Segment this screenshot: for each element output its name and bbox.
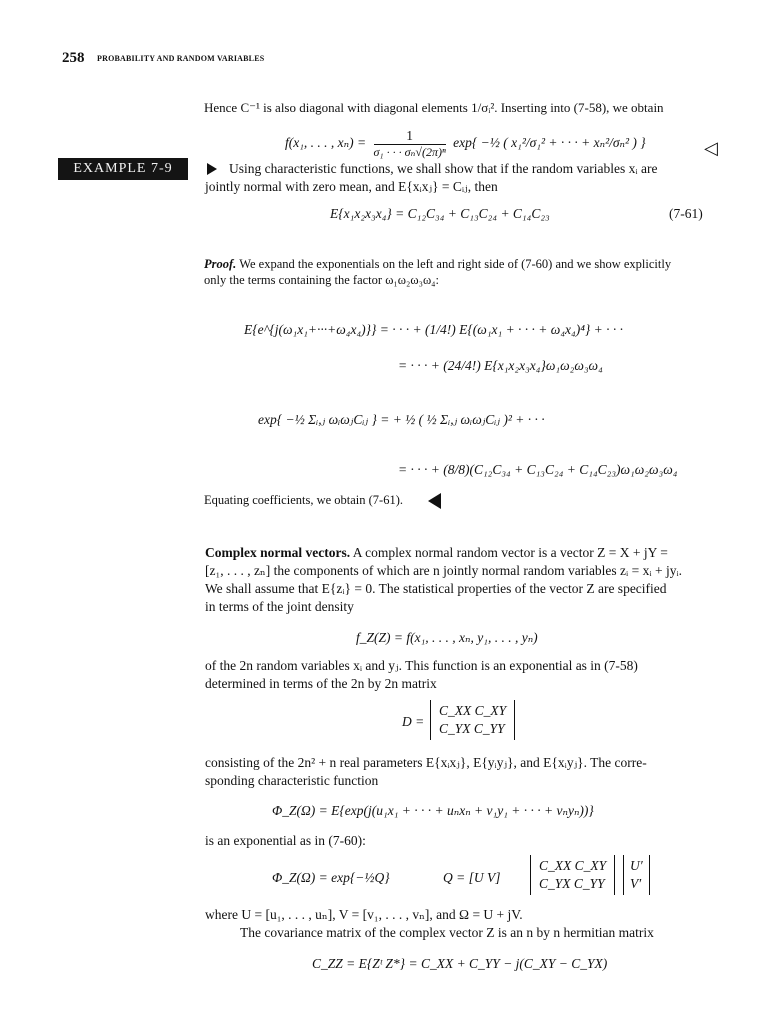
intro-eq-lhs: f(x₁, . . . , xₙ) =	[285, 135, 367, 151]
matrix-D-row-2: C_YX C_YY	[439, 721, 505, 736]
expansion-eq-b: = · · · + (24/4!) E{x₁x₂x₃x₄}ω₁ω₂ω₃ω₄	[398, 358, 603, 373]
end-mark-icon: ◁	[704, 138, 718, 158]
section-heading: Complex normal vectors.	[205, 545, 351, 560]
section-para-4: is an exponential as in (7-60):	[205, 833, 366, 848]
vector-UV	[623, 855, 650, 895]
joint-density-eq: f_Z(Z) = f(x₁, . . . , xₙ, y₁, . . . , yₙ)	[356, 630, 538, 645]
intro-line: Hence C⁻¹ is also diagonal with diagonal elements 1/σᵢ². Inserting into (7-58), we obtain	[204, 100, 664, 115]
matrix-D-lhs: D =	[402, 714, 425, 729]
matrix-D-row-1: C_XX C_XY	[439, 703, 507, 718]
expansion-eq-d: = · · · + (8/8)(C₁₂C₃₄ + C₁₃C₂₄ + C₁₄C₂₃)ω₁ω₂ω₃ω₄	[398, 462, 678, 477]
characteristic-function-eq: Φ_Z(Ω) = E{exp(j(u₁x₁ + · · · + uₙxₙ + v₁y₁ + · · · + vₙyₙ))}	[272, 803, 594, 818]
section-para-3-line-1: consisting of the 2n² + n real parameters E{xᵢxⱼ}, E{yᵢyⱼ}, and E{xᵢyⱼ}. The corre-	[205, 755, 647, 770]
section-para-1-line-4: in terms of the joint density	[205, 599, 354, 614]
page-number: 258	[62, 50, 85, 66]
section-para-1-line-1	[205, 544, 668, 562]
expansion-eq-c: exp{ −½ Σᵢ,ⱼ ωᵢωⱼCᵢⱼ } = + ½ ( ½ Σᵢ,ⱼ ωᵢωⱼCᵢⱼ )² + · · ·	[258, 412, 545, 427]
vector-UV-row-1: U′	[630, 858, 643, 873]
intro-eq-rhs: exp{ −½ ( x₁²/σ₁² + · · · + xₙ²/σₙ² ) }	[453, 135, 646, 151]
section-para-1-text: A complex normal random vector is a vector Z = X + jY =	[352, 545, 668, 560]
section-para-2-line-2: determined in terms of the 2n by 2n matrix	[205, 676, 437, 691]
example-start-icon	[207, 163, 217, 175]
section-para-6: The covariance matrix of the complex vector Z is an n by n hermitian matrix	[240, 925, 654, 940]
intro-eq-denominator: σ₁ · · · σₙ√(2π)ⁿ	[373, 145, 446, 159]
section-para-3-line-2: sponding characteristic function	[205, 773, 379, 788]
matrix-Q	[530, 855, 615, 895]
proof-label: Proof.	[204, 257, 237, 271]
intro-eq-numerator: 1	[374, 128, 446, 145]
end-proof-icon	[428, 493, 441, 509]
vector-UV-row-2: V′	[630, 876, 642, 891]
running-title: PROBABILITY AND RANDOM VARIABLES	[97, 54, 265, 63]
covariance-matrix-eq: C_ZZ = E{Zᵗ Z*} = C_XX + C_YY − j(C_XY − C_YX)	[312, 956, 608, 971]
section-para-1-line-2: [z₁, . . . , zₙ] the components of which are n jointly normal random variables zᵢ = xᵢ + jyᵢ.	[205, 563, 683, 578]
equation-7-61: E{x₁x₂x₃x₄} = C₁₂C₃₄ + C₁₃C₂₄ + C₁₄C₂₃	[330, 206, 550, 221]
section-para-1-line-3: We shall assume that E{zᵢ} = 0. The statistical properties of the vector Z are specified	[205, 581, 667, 596]
intro-eq-fraction	[374, 128, 446, 160]
quadratic-form-lhs: Q = [U V]	[443, 870, 501, 885]
matrix-D	[430, 700, 515, 740]
matrix-Q-row-1: C_XX C_XY	[539, 858, 607, 873]
proof-closing: Equating coefficients, we obtain (7-61).	[204, 493, 404, 507]
example-line-1: Using characteristic functions, we shall show that if the random variables xᵢ are	[229, 161, 658, 176]
phi-exp-eq: Φ_Z(Ω) = exp{−½Q}	[272, 870, 390, 885]
proof-text-1: We expand the exponentials on the left and right side of (7-60) and we show explicitly	[239, 257, 672, 271]
intro-equation	[285, 128, 646, 160]
matrix-Q-row-2: C_YX C_YY	[539, 876, 605, 891]
equation-number-7-61: (7-61)	[669, 206, 703, 221]
example-label: EXAMPLE 7-9	[58, 158, 188, 180]
section-para-5: where U = [u₁, . . . , uₙ], V = [v₁, . . . , vₙ], and Ω = U + jV.	[205, 907, 523, 922]
proof-line-1	[204, 257, 671, 272]
example-line-2: jointly normal with zero mean, and E{xᵢxⱼ} = Cᵢⱼ, then	[205, 179, 498, 194]
expansion-eq-a: E{e^{j(ω₁x₁+···+ω₄x₄)}} = · · · + (1/4!) E{(ω₁x₁ + · · · + ω₄x₄)⁴} + · · ·	[244, 322, 624, 337]
section-para-2-line-1: of the 2n random variables xᵢ and yⱼ. This function is an exponential as in (7-58)	[205, 658, 638, 673]
proof-line-2: only the terms containing the factor ω₁ω₂ω₃ω₄:	[204, 273, 440, 287]
